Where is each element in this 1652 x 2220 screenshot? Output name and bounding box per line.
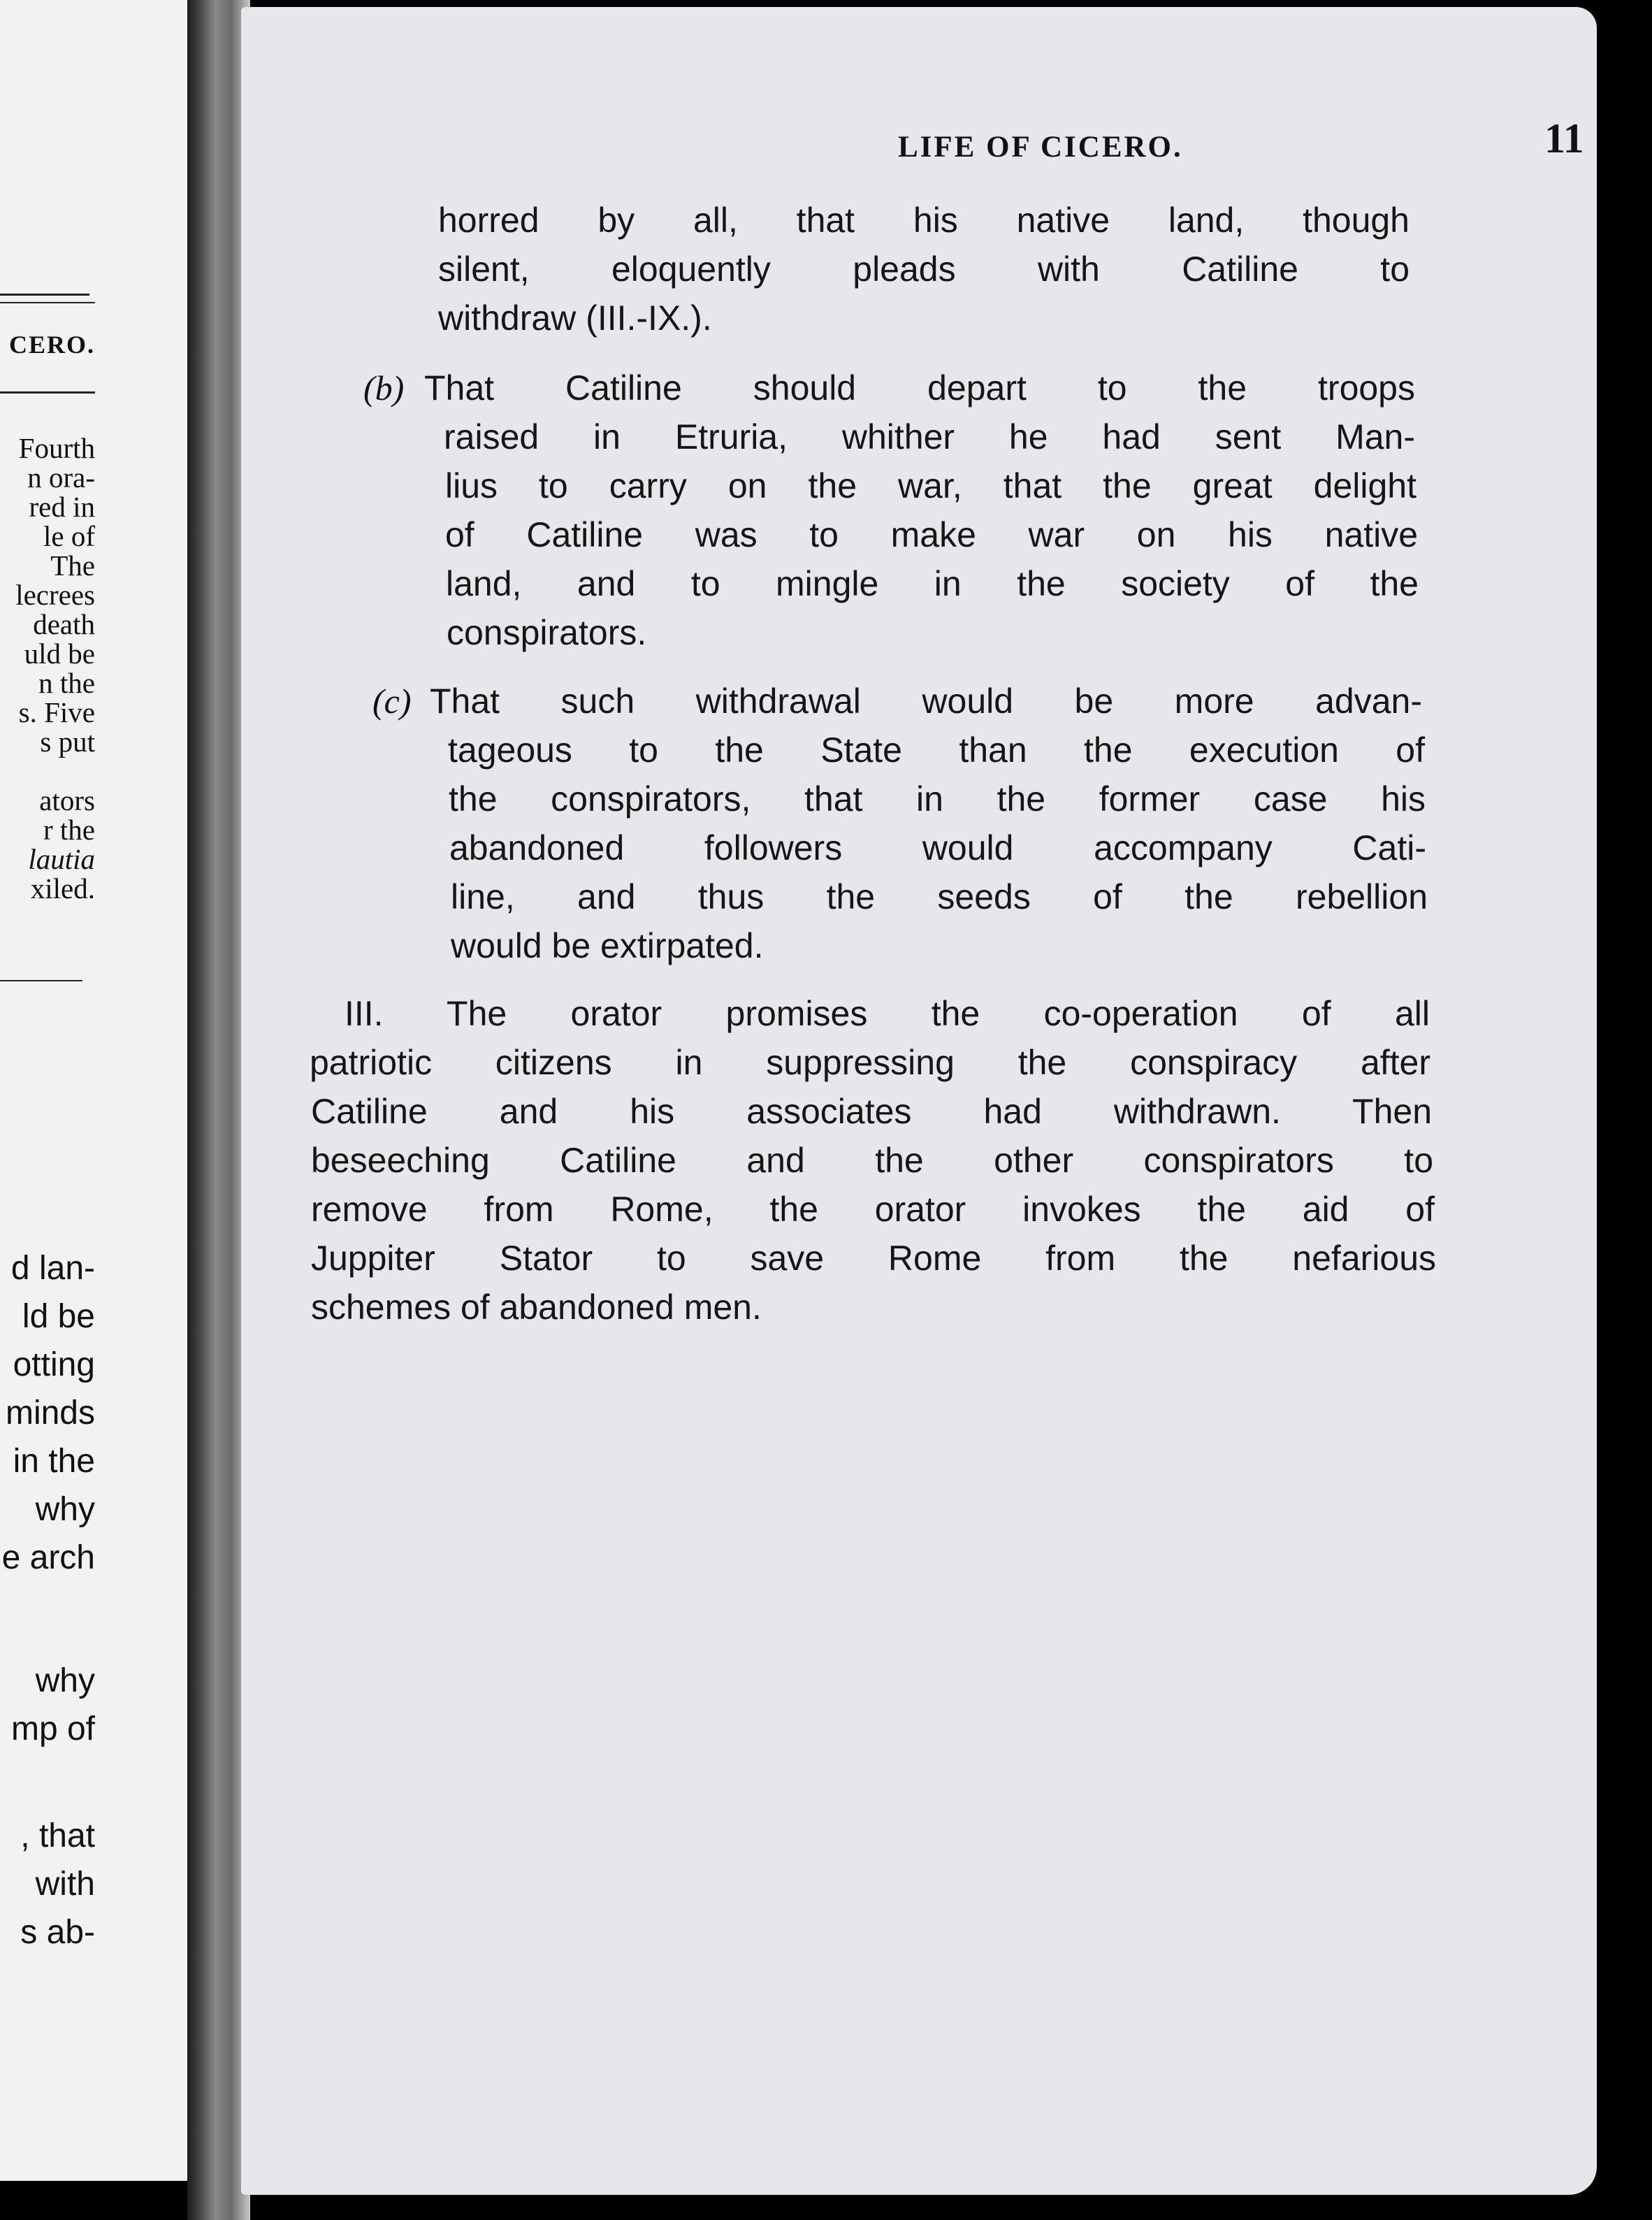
text-line: would be extirpated. bbox=[451, 926, 764, 965]
left-line: mp of bbox=[10, 1710, 95, 1747]
text-line: abandoned followers would accompany Cati- bbox=[449, 828, 1426, 867]
text-line: Catiline and his associates had withdrawn. Then bbox=[311, 1092, 1432, 1131]
left-line: r the bbox=[43, 814, 95, 846]
left-line: xiled. bbox=[30, 872, 95, 904]
left-line: The bbox=[50, 549, 95, 582]
left-line: e arch bbox=[1, 1539, 95, 1576]
left-line: s. Five bbox=[18, 696, 95, 728]
text-line: III. The orator promises the co-operation of all bbox=[345, 994, 1430, 1033]
running-head: LIFE OF CICERO. bbox=[898, 131, 1183, 164]
left-line: d lan- bbox=[10, 1250, 95, 1287]
text-line: land, and to mingle in the society of the bbox=[446, 564, 1419, 603]
left-line: with bbox=[35, 1866, 95, 1903]
left-line: Fourth bbox=[18, 432, 95, 464]
left-line: , that bbox=[20, 1817, 95, 1854]
text-line: horred by all, that his native land, though bbox=[438, 201, 1410, 240]
text-line: conspirators. bbox=[447, 613, 647, 652]
left-line bbox=[0, 756, 95, 786]
text-line: lius to carry on the war, that the great delight bbox=[445, 466, 1416, 505]
left-line: n ora- bbox=[27, 461, 95, 493]
text-line: of Catiline was to make war on his native bbox=[445, 515, 1418, 554]
left-line: lecrees bbox=[15, 579, 95, 611]
left-text-block-c bbox=[0, 1812, 95, 1956]
left-line: why bbox=[35, 1662, 95, 1699]
left-line: minds bbox=[5, 1394, 95, 1432]
left-small-text bbox=[0, 433, 95, 903]
left-line: s ab- bbox=[20, 1914, 95, 1951]
left-line: le of bbox=[43, 520, 95, 552]
left-line: in the bbox=[13, 1443, 95, 1480]
left-line: why bbox=[35, 1491, 95, 1528]
item-marker-b: (b) bbox=[363, 368, 405, 408]
book-page bbox=[241, 7, 1597, 2195]
left-text-block-b bbox=[0, 1657, 95, 1753]
left-line: ators bbox=[39, 784, 95, 816]
text-line: withdraw (III.-IX.). bbox=[438, 298, 712, 338]
left-top-rule-thin bbox=[0, 302, 95, 303]
left-line: death bbox=[33, 608, 95, 640]
text-line: the conspirators, that in the former case his bbox=[449, 779, 1426, 819]
left-line: uld be bbox=[24, 637, 95, 670]
text-line: patriotic citizens in suppressing the conspiracy after bbox=[310, 1043, 1430, 1082]
item-marker-c: (c) bbox=[372, 682, 412, 721]
left-top-rule bbox=[0, 294, 89, 296]
left-line: otting bbox=[13, 1346, 95, 1383]
left-line: lautia bbox=[28, 843, 95, 875]
text-line: That such withdrawal would be more advan- bbox=[430, 682, 1422, 721]
left-line: ld be bbox=[22, 1298, 95, 1335]
left-facing-page bbox=[0, 0, 187, 2181]
text-line: That Catiline should depart to the troops bbox=[424, 368, 1415, 408]
text-line: beseeching Catiline and the other conspirators to bbox=[311, 1141, 1433, 1180]
left-section-rule bbox=[0, 980, 82, 981]
left-line: red in bbox=[29, 491, 95, 523]
left-running-head: CERO. bbox=[8, 331, 95, 359]
text-line: line, and thus the seeds of the rebellion bbox=[451, 877, 1428, 916]
text-line: raised in Etruria, whither he had sent Man- bbox=[444, 417, 1415, 456]
page-number: 11 bbox=[1544, 115, 1584, 161]
text-line: tageous to the State than the execution of bbox=[448, 730, 1425, 770]
left-head-rule bbox=[0, 391, 95, 394]
text-line: remove from Rome, the orator invokes the aid of bbox=[311, 1190, 1435, 1229]
text-line: schemes of abandoned men. bbox=[311, 1288, 762, 1327]
text-line: Juppiter Stator to save Rome from the nefarious bbox=[311, 1239, 1436, 1278]
text-line: silent, eloquently pleads with Catiline to bbox=[438, 250, 1410, 289]
left-line: s put bbox=[40, 726, 95, 758]
left-line: n the bbox=[38, 667, 95, 699]
left-text-block-a bbox=[0, 1244, 95, 1582]
